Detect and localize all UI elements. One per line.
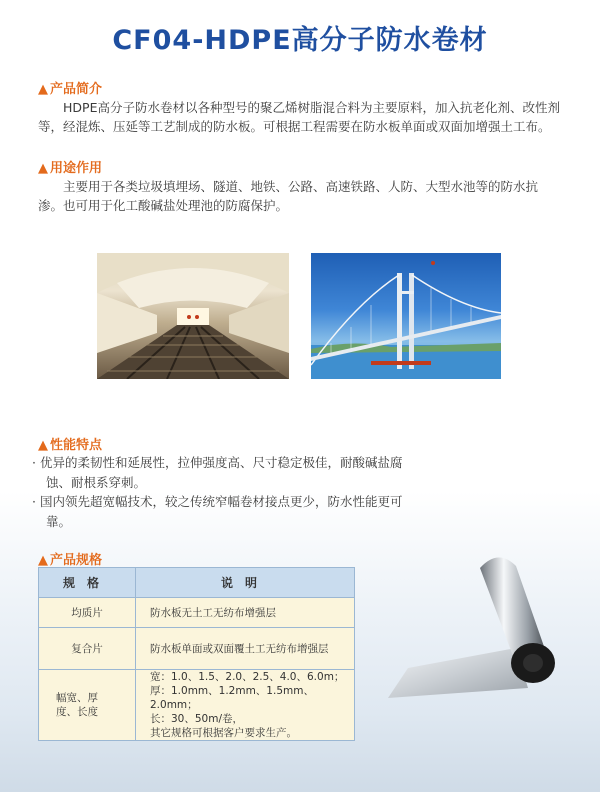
intro-heading: [38, 78, 102, 97]
spec-cell: 复合片: [39, 628, 136, 670]
feature-item-2-text: 国内领先超宽幅技术，较之传统窄幅卷材接点更少，防水性能更可靠。: [39, 494, 403, 529]
features-heading: [38, 434, 102, 453]
intro-text: HDPE高分子防水卷材以各种型号的聚乙烯树脂混合料为主要原料，加入抗老化剂、改性剂等，经混炼、压延等工艺制成的防水板。可根据工程需要在防水板单面或双面加增强土工布。: [38, 100, 560, 134]
desc-cell: [136, 670, 355, 741]
dot-icon: ·: [32, 494, 40, 509]
intro-heading-label: 产品简介: [50, 82, 103, 97]
triangle-icon: ▲: [38, 438, 48, 453]
spec-table: [38, 567, 355, 741]
table-row: [39, 628, 355, 670]
specs-heading: [38, 549, 102, 568]
feature-item-1: [32, 453, 407, 493]
col-header-desc: 说明: [136, 568, 355, 598]
usage-heading: [38, 157, 102, 176]
spec-cell: [39, 670, 136, 741]
membrane-roll-image: [388, 548, 563, 698]
desc-line: 长：30、50m/卷，: [150, 713, 243, 725]
desc-line: 宽：1.0、1.5、2.0、2.5、4.0、6.0m；: [150, 671, 345, 683]
triangle-icon: ▲: [38, 161, 48, 176]
feature-item-1-text: 优异的柔韧性和延展性，拉伸强度高、尺寸稳定极佳，耐酸碱盐腐蚀、耐根系穿刺。: [39, 455, 403, 490]
table-row: [39, 670, 355, 741]
desc-line: 厚：1.0mm、1.2mm、1.5mm、2.0mm；: [150, 685, 314, 711]
page-title: CF04-HDPE高分子防水卷材: [112, 25, 488, 56]
desc-cell: 防水板单面或双面覆土工无纺布增强层: [136, 628, 355, 670]
col-header-spec: 规格: [39, 568, 136, 598]
triangle-icon: ▲: [38, 82, 48, 97]
features-heading-label: 性能特点: [50, 438, 103, 453]
bridge-photo: [311, 253, 501, 379]
tunnel-photo: [97, 253, 289, 379]
usage-heading-label: 用途作用: [50, 161, 103, 176]
specs-heading-label: 产品规格: [50, 553, 103, 568]
spec-cell: 均质片: [39, 598, 136, 628]
desc-cell: 防水板无土工无纺布增强层: [136, 598, 355, 628]
desc-line: 其它规格可根据客户要求生产。: [150, 727, 297, 739]
usage-text: 主要用于各类垃圾填埋场、隧道、地铁、公路、高速铁路、人防、大型水池等的防水抗渗。也可用于化工酸碱盐处理池的防腐保护。: [38, 179, 539, 213]
spec-cell-label: 幅宽、厚度、长度: [56, 692, 98, 718]
dot-icon: ·: [32, 455, 40, 470]
triangle-icon: ▲: [38, 553, 48, 568]
feature-item-2: [32, 492, 407, 532]
table-row: [39, 598, 355, 628]
